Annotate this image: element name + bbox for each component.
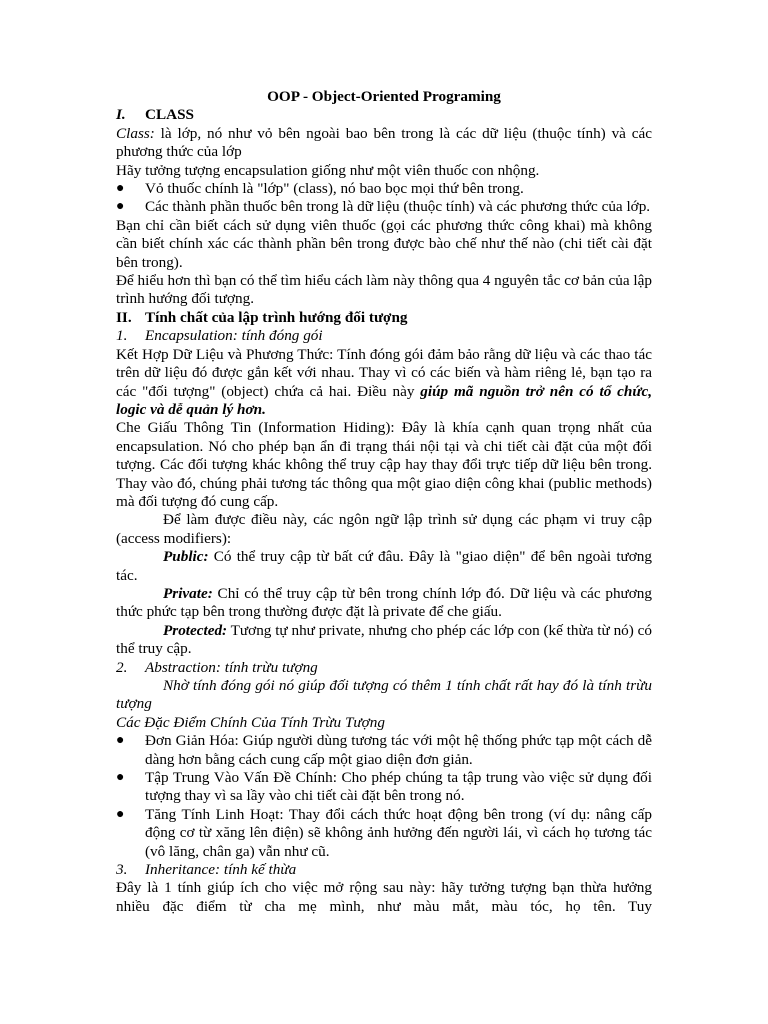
- bullet-icon: ●: [116, 733, 125, 749]
- class-definition: [116, 125, 652, 162]
- access-modifier-protected: Protected: Tương tự như private, nhưng cho phép các lớp con (kế thừa từ nó) có thể truy cập.: [116, 621, 652, 658]
- list-item: ● Tập Trung Vào Vấn Đề Chính: Cho phép chúng ta tập trung vào việc sử dụng đối tượng thay vì sa lầy vào chi tiết cài đặt bên trong nó.: [116, 769, 652, 805]
- subsection-number: 1.: [116, 327, 128, 345]
- section-heading-class: [116, 106, 652, 124]
- list-item: ● Tăng Tính Linh Hoạt: Thay đổi cách thức hoạt động bên trong (ví dụ: nâng cấp động cơ từ xăng lên điện) sẽ không ảnh hưởng đến người lái, vì cách họ tương tác (vô lăng, chân ga) vẫn như cũ.: [116, 805, 652, 860]
- list-item: ● Các thành phần thuốc bên trong là dữ liệu (thuộc tính) và các phương thức của lớp.: [116, 198, 651, 216]
- paragraph: Nhờ tính đóng gói nó giúp đối tượng có thêm 1 tính chất rất hay đó là tính trừu tượng: [116, 677, 652, 713]
- section-number: I.: [116, 106, 126, 124]
- paragraph: Để hiểu hơn thì bạn có thể tìm hiểu cách làm này thông qua 4 nguyên tắc cơ bản của lập trình hướng đối tượng.: [116, 272, 652, 308]
- access-modifier-public: Public: Có thể truy cập từ bất cứ đâu. Đây là "giao diện" để bên ngoài tương tác.: [116, 548, 652, 584]
- subsection-heading-abstraction: [116, 659, 652, 677]
- subsection-number: 2.: [116, 658, 128, 676]
- paragraph: Đây là 1 tính giúp ích cho việc mở rộng sau này: hãy tưởng tượng bạn thừa hưởng nhiều đặc điểm từ cha mẹ mình, như màu mắt, màu tóc, họ tên. Tuy: [116, 879, 652, 915]
- paragraph: Để làm được điều này, các ngôn ngữ lập trình sử dụng các phạm vi truy cập (access modifiers):: [116, 511, 652, 547]
- section-title: Tính chất của lập trình hướng đối tượng: [145, 308, 408, 326]
- modifier-term: Protected:: [163, 621, 228, 639]
- emphasis-text: giúp mã nguồn trở nên có tổ chức, logic và dễ quản lý hơn.: [116, 382, 652, 418]
- list-item: ● Vỏ thuốc chính là "lớp" (class), nó bao bọc mọi thứ bên trong.: [116, 180, 524, 198]
- subsection-title: Abstraction: tính trừu tượng: [145, 658, 318, 676]
- section-number: II.: [116, 308, 132, 326]
- bullet-icon: ●: [116, 199, 125, 215]
- document-page: [116, 88, 652, 916]
- features-heading: Các Đặc Điểm Chính Của Tính Trừu Tượng: [116, 713, 385, 731]
- subsection-heading-encapsulation: [116, 327, 652, 345]
- bullet-icon: ●: [116, 181, 125, 197]
- class-definition-text: là lớp, nó như vỏ bên ngoài bao bên trong là các dữ liệu (thuộc tính) và các phương thức của lớp: [116, 124, 652, 161]
- access-modifier-private: Private: Chỉ có thể truy cập từ bên trong chính lớp đó. Dữ liệu và các phương thức phức tạp bên trong thường được đặt là private để che giấu.: [116, 584, 652, 621]
- modifier-term: Public:: [163, 548, 209, 566]
- subsection-title: Inheritance: tính kế thừa: [145, 861, 297, 879]
- bullet-icon: ●: [116, 770, 125, 786]
- subsection-heading-inheritance: [116, 861, 652, 879]
- paragraph: Che Giấu Thông Tin (Information Hiding): Đây là khía cạnh quan trọng nhất của encapsulation. Nó cho phép bạn ẩn đi trạng thái nội tại và chi tiết cài đặt của một đối tượng. Các đối tượng khác không thể truy cập hay thay đổi trực tiếp dữ liệu bên trong. Thay vào đó, chúng phải tương tác thông qua một giao diện công khai (public methods) mà đối tượng đó cung cấp.: [116, 419, 652, 510]
- capsule-bullet-list: [116, 180, 652, 217]
- capsule-intro: Hãy tưởng tượng encapsulation giống như một viên thuốc con nhộng.: [116, 161, 540, 179]
- class-term: Class:: [116, 124, 155, 142]
- subsection-number: 3.: [116, 861, 128, 879]
- bullet-icon: ●: [116, 806, 125, 822]
- section-heading-properties: [116, 309, 652, 327]
- paragraph: Bạn chỉ cần biết cách sử dụng viên thuốc (gọi các phương thức công khai) mà không cần biết chính xác các thành phần bên trong được bào chế như thế nào (chi tiết cài đặt bên trong).: [116, 216, 652, 271]
- paragraph: Kết Hợp Dữ Liệu và Phương Thức: Tính đóng gói đảm bảo rằng dữ liệu và các thao tác trên dữ liệu đó được gắn kết với nhau. Thay vì có các biến và hàm riêng lẻ, bạn tạo ra các "đối tượng" (object) chứa cả hai. Điều này giúp mã nguồn trở nên có tổ chức, logic và dễ quản lý hơn.: [116, 345, 652, 418]
- subsection-title: Encapsulation: tính đóng gói: [145, 327, 323, 345]
- modifier-term: Private:: [163, 584, 213, 602]
- list-item: ● Đơn Giản Hóa: Giúp người dùng tương tác với một hệ thống phức tạp một cách dễ dàng hơn bằng cách cung cấp một giao diện đơn giản.: [116, 732, 652, 768]
- section-title: CLASS: [145, 106, 194, 124]
- abstraction-bullet-list: [116, 732, 652, 861]
- document-title: OOP - Object-Oriented Programing: [267, 88, 501, 105]
